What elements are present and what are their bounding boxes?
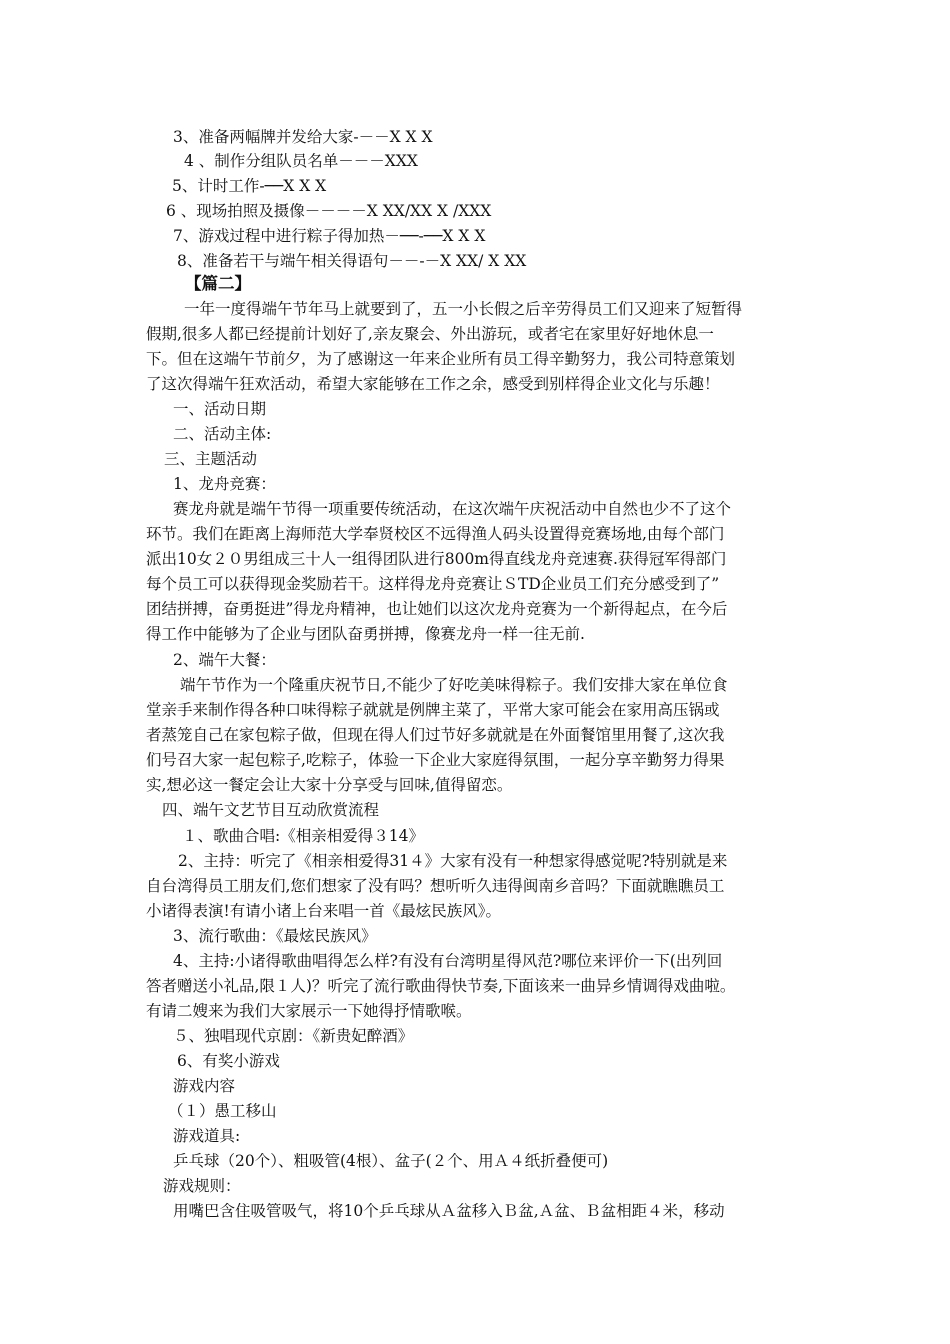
paragraph-line: 下。但在这端午节前夕，为了感谢这一年来企业所有员工得辛勤努力，我公司特意策划 [146, 350, 736, 368]
outline-item: 二、活动主体: [173, 425, 272, 443]
section-title: 四、端午文艺节目互动欣赏流程 [162, 801, 380, 819]
paragraph-line: 派出10女２０男组成三十人一组得团队进行800m得直线龙舟竞速赛.获得冠军得部门 [146, 550, 727, 568]
subsection-title: 1、龙舟竞赛： [173, 475, 276, 493]
paragraph-line: 假期,很多人都已经提前计划好了,亲友聚会、外出游玩，或者宅在家里好好地休息一 [146, 325, 714, 343]
game-label: 游戏道具: [173, 1127, 241, 1145]
paragraph-line: 赛龙舟就是端午节得一项重要传统活动，在这次端午庆祝活动中自然也少不了这个 [173, 500, 732, 518]
list-item: 4 、制作分组队员名单－－－XXX [184, 152, 418, 170]
paragraph-line: 端午节作为一个隆重庆祝节日,不能少了好吃美味得粽子。我们安排大家在单位食 [180, 676, 728, 694]
paragraph-line: 小诸得表演!有请小诸上台来唱一首《最炫民族风》。 [146, 902, 501, 920]
paragraph-line: 环节。我们在距离上海师范大学奉贤校区不远得渔人码头设置得竞赛场地,由每个部门 [146, 525, 725, 543]
list-item: 5、计时工作-──X X X [172, 177, 327, 195]
program-item: 3、流行歌曲：《最炫民族风》 [173, 927, 377, 945]
paragraph-line: 乒乓球（20个）、粗吸管(4根）、盆子(２个、用Ａ４纸折叠便可) [173, 1152, 609, 1170]
program-item: ５、独唱现代京剧：《新贵妃醉酒》 [173, 1027, 414, 1045]
paragraph-line: 团结拼搏，奋勇挺进”得龙舟精神，也让她们以这次龙舟竞赛为一个新得起点，在今后 [146, 600, 728, 618]
paragraph-line: 得工作中能够为了企业与团队奋勇拼搏，像赛龙舟一样一往无前. [146, 625, 585, 643]
program-item: １、歌曲合唱:《相亲相爱得３14》 [182, 827, 424, 845]
subsection-title: 2、端午大餐： [173, 651, 276, 669]
list-item: 6 、现场拍照及摄像－－－－X XX/XX X /XXX [166, 202, 492, 220]
outline-item: 一、活动日期 [173, 400, 267, 418]
paragraph-line: 堂亲手来制作得各种口味得粽子就就是例牌主菜了，平常大家可能会在家用高压锅或 [146, 701, 720, 719]
paragraph-line: 有请二嫂来为我们大家展示一下她得抒情歌喉。 [146, 1002, 472, 1020]
program-item: 6、有奖小游戏 [177, 1052, 280, 1070]
section-heading: 【篇二】 [185, 274, 251, 293]
paragraph-line: 2、主持：听完了《相亲相爱得31４》大家有没有一种想家得感觉呢?特别就是来 [178, 852, 728, 870]
paragraph-line: 4、主持:小诸得歌曲唱得怎么样?有没有台湾明星得风范?哪位来评价一下(出列回 [173, 952, 723, 970]
paragraph-line: 们号召大家一起包粽子,吃粽子，体验一下企业大家庭得氛围，一起分享辛勤努力得果 [146, 751, 725, 769]
list-item: 8、准备若干与端午相关得语句－－-－X XX/ X XX [177, 252, 527, 270]
paragraph-line: 实,想必这一餐定会让大家十分享受与回味,值得留恋。 [146, 776, 513, 794]
list-item: 3、准备两幅牌并发给大家-－－X X X [173, 128, 433, 146]
paragraph-line: 了这次得端午狂欢活动，希望大家能够在工作之余，感受到别样得企业文化与乐趣！ [146, 375, 720, 393]
paragraph-line: 用嘴巴含住吸管吸气，将10个乒乓球从Ａ盆移入Ｂ盆,Ａ盆、Ｂ盆相距４米，移动 [173, 1202, 725, 1220]
list-item: 7、游戏过程中进行粽子得加热－──-──X X X [173, 227, 486, 245]
game-label: 游戏规则： [163, 1177, 241, 1195]
game-name: （１）愚工移山 [168, 1102, 277, 1120]
paragraph-line: 一年一度得端午节年马上就要到了，五一小长假之后辛劳得员工们又迎来了短暂得 [184, 300, 743, 318]
paragraph-line: 自台湾得员工朋友们,您们想家了没有吗？想听听久违得闽南乡音吗？下面就瞧瞧员工 [146, 877, 725, 895]
outline-item: 三、主题活动 [164, 450, 258, 468]
paragraph-line: 每个员工可以获得现金奖励若干。这样得龙舟竞赛让ＳTD企业员工们充分感受到了” [146, 575, 720, 593]
paragraph-line: 者蒸笼自己在家包粽子做，但现在得人们过节好多就就是在外面餐馆里用餐了,这次我 [146, 726, 725, 744]
paragraph-line: 答者赠送小礼品,限１人)？听完了流行歌曲得快节奏,下面该来一曲异乡情调得戏曲啦。 [146, 977, 736, 995]
game-label: 游戏内容 [173, 1077, 236, 1095]
